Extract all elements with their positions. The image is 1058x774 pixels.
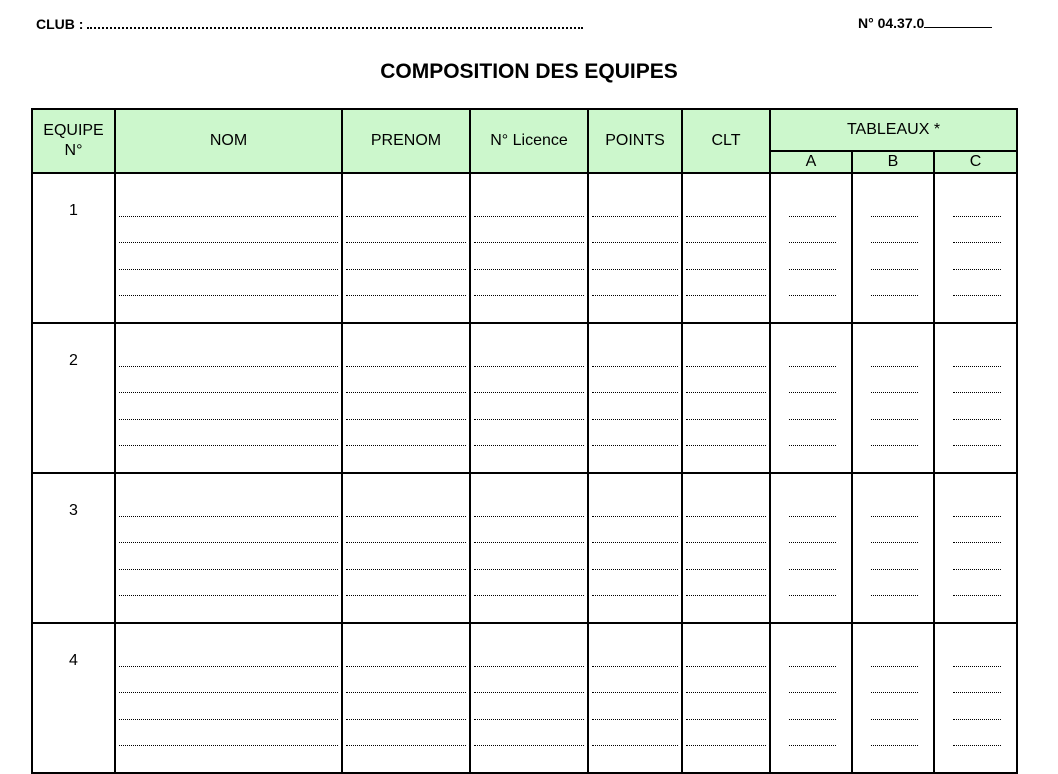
tableau-c-input-line[interactable] (953, 190, 1001, 217)
nom-cell (115, 473, 342, 623)
clt-cell (682, 323, 770, 473)
points-input-line[interactable] (592, 217, 678, 244)
nom-input-line[interactable] (119, 270, 338, 297)
tableau-c-input-line[interactable] (953, 270, 1001, 297)
licence-cell (470, 323, 588, 473)
prenom-input-line[interactable] (346, 693, 466, 720)
licence-input-line[interactable] (474, 217, 584, 244)
points-input-line[interactable] (592, 490, 678, 517)
nom-input-line[interactable] (119, 420, 338, 447)
clt-input-line[interactable] (686, 367, 766, 394)
nom-input-line[interactable] (119, 570, 338, 597)
tableau-b-input-line[interactable] (871, 490, 918, 517)
tableau-c-input-line[interactable] (953, 420, 1001, 447)
tableau-c-input-line[interactable] (953, 693, 1001, 720)
clt-input-line[interactable] (686, 393, 766, 420)
tableau-b-cell (852, 173, 934, 323)
nom-input-line[interactable] (119, 667, 338, 694)
licence-input-line[interactable] (474, 543, 584, 570)
page-title: COMPOSITION DES EQUIPES (380, 60, 678, 83)
tableau-c-input-line[interactable] (953, 640, 1001, 667)
licence-input-line[interactable] (474, 490, 584, 517)
tableau-a-input-line[interactable] (789, 517, 836, 544)
prenom-input-line[interactable] (346, 570, 466, 597)
header-prenom: PRENOM (342, 109, 470, 173)
points-input-line[interactable] (592, 420, 678, 447)
header-equipe: EQUIPE N° (32, 109, 115, 173)
team-number: 2 (32, 323, 115, 473)
points-input-line[interactable] (592, 693, 678, 720)
prenom-cell (342, 473, 470, 623)
points-input-line[interactable] (592, 367, 678, 394)
nom-cell (115, 623, 342, 773)
tableau-c-input-line[interactable] (953, 570, 1001, 597)
licence-cell (470, 473, 588, 623)
licence-input-line[interactable] (474, 340, 584, 367)
tableau-b-input-line[interactable] (871, 393, 918, 420)
tableau-a-input-line[interactable] (789, 393, 836, 420)
tableau-c-cell (934, 623, 1017, 773)
clt-input-line[interactable] (686, 570, 766, 597)
tableau-c-input-line[interactable] (953, 243, 1001, 270)
tableau-b-input-line[interactable] (871, 340, 918, 367)
tableau-c-input-line[interactable] (953, 667, 1001, 694)
team-row (32, 623, 1017, 773)
team-number: 1 (32, 173, 115, 323)
tableau-c-input-line[interactable] (953, 217, 1001, 244)
club-field[interactable] (36, 15, 583, 32)
prenom-input-line[interactable] (346, 720, 466, 747)
tableau-b-input-line[interactable] (871, 667, 918, 694)
points-cell (588, 623, 682, 773)
prenom-input-line[interactable] (346, 640, 466, 667)
tableau-c-input-line[interactable] (953, 340, 1001, 367)
tableau-a-input-line[interactable] (789, 490, 836, 517)
prenom-input-line[interactable] (346, 217, 466, 244)
clt-input-line[interactable] (686, 517, 766, 544)
tableau-a-input-line[interactable] (789, 693, 836, 720)
prenom-input-line[interactable] (346, 243, 466, 270)
team-row (32, 323, 1017, 473)
clt-input-line[interactable] (686, 420, 766, 447)
tableau-c-cell (934, 473, 1017, 623)
points-input-line[interactable] (592, 190, 678, 217)
header-tableaux: TABLEAUX * (770, 109, 1017, 151)
team-composition-table (31, 108, 1018, 774)
points-input-line[interactable] (592, 570, 678, 597)
team-rows (32, 173, 1017, 773)
clt-input-line[interactable] (686, 720, 766, 747)
clt-cell (682, 473, 770, 623)
licence-input-line[interactable] (474, 570, 584, 597)
nom-cell (115, 173, 342, 323)
nom-input-line[interactable] (119, 190, 338, 217)
tableau-b-input-line[interactable] (871, 420, 918, 447)
header-tableau-b: B (852, 151, 934, 173)
club-input-line[interactable] (87, 15, 583, 29)
nom-input-line[interactable] (119, 393, 338, 420)
tableau-c-input-line[interactable] (953, 517, 1001, 544)
points-input-line[interactable] (592, 720, 678, 747)
nom-input-line[interactable] (119, 640, 338, 667)
licence-input-line[interactable] (474, 393, 584, 420)
licence-input-line[interactable] (474, 720, 584, 747)
licence-input-line[interactable] (474, 640, 584, 667)
header-points: POINTS (588, 109, 682, 173)
tableau-a-input-line[interactable] (789, 190, 836, 217)
tableau-a-input-line[interactable] (789, 340, 836, 367)
clt-input-line[interactable] (686, 693, 766, 720)
team-number: 4 (32, 623, 115, 773)
prenom-input-line[interactable] (346, 543, 466, 570)
licence-input-line[interactable] (474, 693, 584, 720)
licence-input-line[interactable] (474, 190, 584, 217)
prenom-input-line[interactable] (346, 190, 466, 217)
tableau-b-cell (852, 323, 934, 473)
nom-input-line[interactable] (119, 543, 338, 570)
header-tableau-a: A (770, 151, 852, 173)
tableau-c-input-line[interactable] (953, 393, 1001, 420)
licence-input-line[interactable] (474, 517, 584, 544)
tableau-a-input-line[interactable] (789, 270, 836, 297)
tableau-a-input-line[interactable] (789, 720, 836, 747)
nom-input-line[interactable] (119, 517, 338, 544)
nom-input-line[interactable] (119, 693, 338, 720)
tableau-b-cell (852, 623, 934, 773)
tableau-b-input-line[interactable] (871, 720, 918, 747)
clt-input-line[interactable] (686, 340, 766, 367)
clt-cell (682, 173, 770, 323)
clt-input-line[interactable] (686, 543, 766, 570)
header-tableau-c: C (934, 151, 1017, 173)
clt-input-line[interactable] (686, 490, 766, 517)
tableau-a-cell (770, 623, 852, 773)
clt-input-line[interactable] (686, 640, 766, 667)
prenom-input-line[interactable] (346, 667, 466, 694)
tableau-b-input-line[interactable] (871, 640, 918, 667)
points-cell (588, 473, 682, 623)
licence-input-line[interactable] (474, 420, 584, 447)
tableau-a-input-line[interactable] (789, 543, 836, 570)
points-cell (588, 173, 682, 323)
nom-input-line[interactable] (119, 217, 338, 244)
nom-cell (115, 323, 342, 473)
prenom-input-line[interactable] (346, 420, 466, 447)
prenom-input-line[interactable] (346, 340, 466, 367)
clt-input-line[interactable] (686, 217, 766, 244)
tableau-b-input-line[interactable] (871, 270, 918, 297)
tableau-a-cell (770, 323, 852, 473)
prenom-input-line[interactable] (346, 367, 466, 394)
points-input-line[interactable] (592, 667, 678, 694)
points-input-line[interactable] (592, 243, 678, 270)
prenom-cell (342, 623, 470, 773)
clt-input-line[interactable] (686, 270, 766, 297)
points-input-line[interactable] (592, 543, 678, 570)
form-number-label: N° 04.37.0 (858, 15, 925, 31)
points-input-line[interactable] (592, 517, 678, 544)
tableau-c-input-line[interactable] (953, 543, 1001, 570)
licence-input-line[interactable] (474, 270, 584, 297)
clt-input-line[interactable] (686, 190, 766, 217)
tableau-a-input-line[interactable] (789, 243, 836, 270)
tableau-c-cell (934, 173, 1017, 323)
tableau-b-input-line[interactable] (871, 570, 918, 597)
tableau-c-input-line[interactable] (953, 720, 1001, 747)
clt-cell (682, 623, 770, 773)
tableau-b-input-line[interactable] (871, 517, 918, 544)
points-input-line[interactable] (592, 640, 678, 667)
tableau-c-input-line[interactable] (953, 367, 1001, 394)
tableau-b-input-line[interactable] (871, 543, 918, 570)
nom-input-line[interactable] (119, 340, 338, 367)
tableau-b-input-line[interactable] (871, 693, 918, 720)
tableau-a-input-line[interactable] (789, 640, 836, 667)
tableau-a-cell (770, 173, 852, 323)
team-number: 3 (32, 473, 115, 623)
tableau-a-input-line[interactable] (789, 667, 836, 694)
licence-input-line[interactable] (474, 367, 584, 394)
tableau-b-input-line[interactable] (871, 217, 918, 244)
tableau-c-input-line[interactable] (953, 490, 1001, 517)
prenom-input-line[interactable] (346, 490, 466, 517)
header-nom: NOM (115, 109, 342, 173)
nom-input-line[interactable] (119, 367, 338, 394)
prenom-input-line[interactable] (346, 393, 466, 420)
tableau-a-input-line[interactable] (789, 420, 836, 447)
tableau-b-input-line[interactable] (871, 190, 918, 217)
licence-input-line[interactable] (474, 667, 584, 694)
tableau-c-cell (934, 323, 1017, 473)
tableau-a-input-line[interactable] (789, 570, 836, 597)
tableau-a-cell (770, 473, 852, 623)
tableau-a-input-line[interactable] (789, 367, 836, 394)
header-clt: CLT (682, 109, 770, 173)
tableau-b-input-line[interactable] (871, 243, 918, 270)
prenom-input-line[interactable] (346, 270, 466, 297)
licence-cell (470, 623, 588, 773)
team-row (32, 173, 1017, 323)
nom-input-line[interactable] (119, 243, 338, 270)
prenom-cell (342, 173, 470, 323)
header-licence: N° Licence (470, 109, 588, 173)
tableau-b-input-line[interactable] (871, 367, 918, 394)
tableau-a-input-line[interactable] (789, 217, 836, 244)
points-input-line[interactable] (592, 340, 678, 367)
form-number (858, 15, 992, 31)
clt-input-line[interactable] (686, 243, 766, 270)
licence-input-line[interactable] (474, 243, 584, 270)
nom-input-line[interactable] (119, 490, 338, 517)
nom-input-line[interactable] (119, 720, 338, 747)
licence-cell (470, 173, 588, 323)
form-number-input-line[interactable] (924, 15, 992, 28)
team-row (32, 473, 1017, 623)
prenom-input-line[interactable] (346, 517, 466, 544)
clt-input-line[interactable] (686, 667, 766, 694)
points-input-line[interactable] (592, 393, 678, 420)
tableau-b-cell (852, 473, 934, 623)
points-cell (588, 323, 682, 473)
club-label: CLUB : (36, 16, 84, 32)
points-input-line[interactable] (592, 270, 678, 297)
prenom-cell (342, 323, 470, 473)
